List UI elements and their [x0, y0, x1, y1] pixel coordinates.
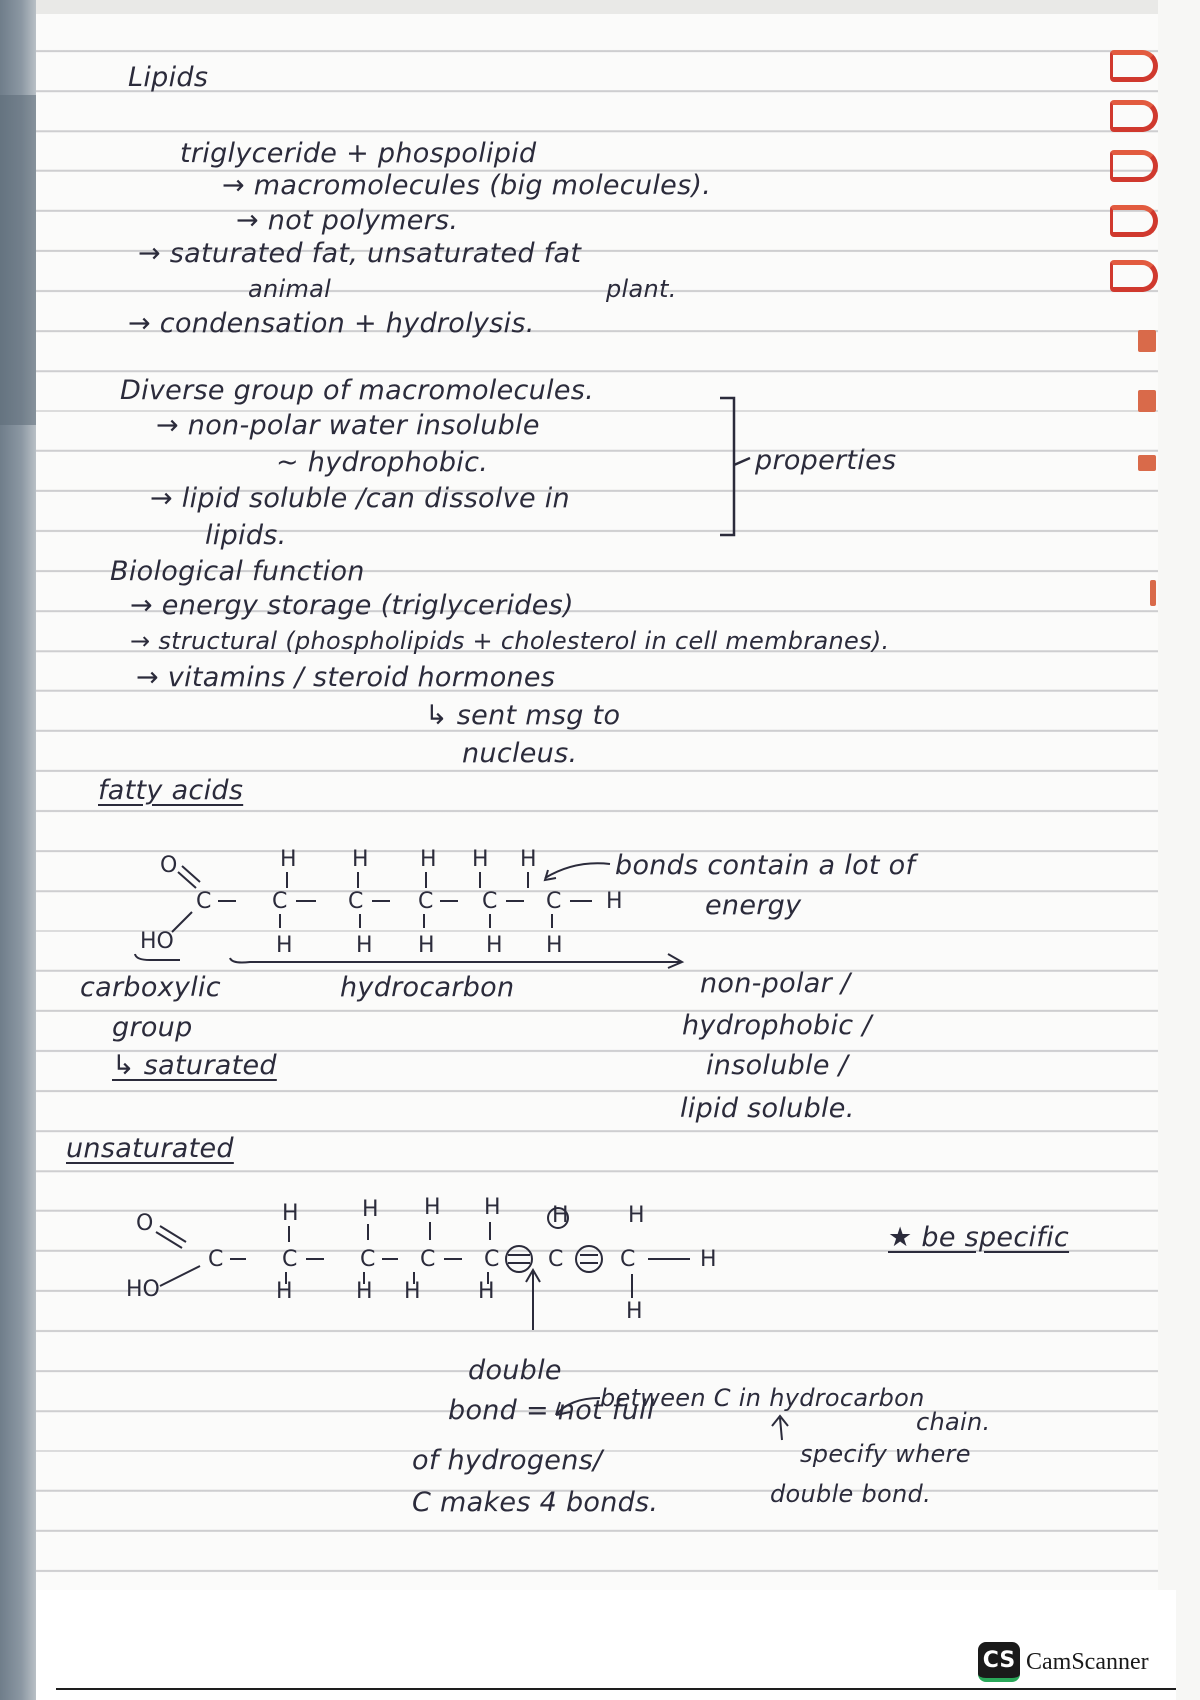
specify-note: double bond.	[770, 1480, 932, 1508]
note-line: ~ hydrophobic.	[276, 447, 489, 478]
hydrogen-atom: H	[520, 847, 537, 872]
carbon-atom: C	[620, 1247, 636, 1272]
label-group: group	[112, 1012, 193, 1043]
hydroxyl-group: HO	[140, 929, 174, 954]
hydrogen-atom: H	[424, 1195, 441, 1220]
hydrogen-atom: H	[552, 1203, 569, 1228]
hydrogen-atom: H	[356, 1279, 373, 1304]
double-bond-note: double	[468, 1355, 562, 1386]
carbon-atom: C	[484, 1247, 500, 1272]
hydrogen-atom: H	[484, 1195, 501, 1220]
be-specific-note: ★ be specific	[888, 1222, 1070, 1253]
carbon-atom: C	[546, 889, 562, 914]
note-line: triglyceride + phospolipid	[180, 138, 537, 169]
carbon-atom: C	[196, 889, 212, 914]
properties-label: properties	[755, 445, 897, 476]
hydrogen-atom: H	[486, 933, 503, 958]
note-line: lipids.	[205, 520, 287, 551]
hydrogen-atom: H	[418, 933, 435, 958]
note-line: Diverse group of macromolecules.	[120, 375, 595, 406]
note-line: plant.	[606, 275, 677, 303]
note-line: → non-polar water insoluble	[156, 410, 540, 441]
note-line: → macromolecules (big molecules).	[222, 170, 712, 201]
hydrogen-atom: H	[626, 1299, 643, 1324]
carbon-atom: C	[418, 889, 434, 914]
label-hydrocarbon: hydrocarbon	[340, 972, 515, 1003]
oxygen-atom: O	[136, 1211, 154, 1236]
carbon-atom: C	[272, 889, 288, 914]
section-heading: fatty acids	[98, 775, 244, 806]
hydrogen-atom: H	[472, 847, 489, 872]
note-line: ↳ sent msg to	[425, 700, 621, 731]
double-bond-note: between C in hydrocarbon	[600, 1384, 925, 1412]
property-note: non-polar /	[700, 968, 851, 999]
note-line: animal	[248, 275, 332, 303]
hydrogen-atom: H	[282, 1201, 299, 1226]
note-line: → saturated fat, unsaturated fat	[138, 238, 582, 269]
note-line: → structural (phospholipids + cholesterol in cell membranes).	[130, 627, 890, 655]
double-bond-note: chain.	[916, 1408, 991, 1436]
hydrogen-atom: H	[352, 847, 369, 872]
carbon-atom: C	[282, 1247, 298, 1272]
bonds-note: bonds contain a lot of	[615, 850, 916, 881]
note-line: → energy storage (triglycerides)	[130, 590, 574, 621]
section-heading: unsaturated	[66, 1133, 234, 1164]
double-bond-note: of hydrogens/	[412, 1445, 603, 1476]
bonds-note: energy	[705, 890, 802, 921]
carbon-atom: C	[548, 1247, 564, 1272]
hydrogen-atom: H	[606, 889, 623, 914]
hydrogen-atom: H	[478, 1279, 495, 1304]
carbon-atom: C	[348, 889, 364, 914]
property-note: insoluble /	[706, 1050, 849, 1081]
carbon-atom: C	[420, 1247, 436, 1272]
note-line: nucleus.	[462, 738, 578, 769]
carbon-atom: C	[482, 889, 498, 914]
specify-note: specify where	[800, 1440, 971, 1468]
notes-title: Lipids	[128, 62, 209, 93]
carbon-atom: C	[208, 1247, 224, 1272]
camscanner-name: CamScanner	[1026, 1648, 1149, 1675]
note-line: → condensation + hydrolysis.	[128, 308, 535, 339]
hydrogen-atom: H	[420, 847, 437, 872]
note-line: → lipid soluble /can dissolve in	[150, 483, 570, 514]
hydrogen-atom: H	[628, 1203, 645, 1228]
hydrogen-atom: H	[276, 933, 293, 958]
bottom-divider	[56, 1688, 1176, 1690]
label-carboxylic: carboxylic	[80, 972, 221, 1003]
oxygen-atom: O	[160, 853, 178, 878]
note-line: → vitamins / steroid hormones	[136, 662, 556, 693]
property-note: hydrophobic /	[682, 1010, 872, 1041]
hydrogen-atom: H	[404, 1279, 421, 1304]
hydrogen-atom: H	[546, 933, 563, 958]
double-bond-note: bond = not full	[448, 1395, 655, 1426]
camscanner-watermark	[978, 1640, 1149, 1684]
hydroxyl-group: HO	[126, 1277, 160, 1302]
hydrogen-atom: H	[356, 933, 373, 958]
hydrogen-atom: H	[280, 847, 297, 872]
note-line: Biological function	[110, 556, 365, 587]
carbon-atom: C	[360, 1247, 376, 1272]
double-bond-note: C makes 4 bonds.	[412, 1487, 659, 1518]
hydrogen-atom: H	[362, 1197, 379, 1222]
note-line: → not polymers.	[236, 205, 459, 236]
hydrogen-atom: H	[700, 1247, 717, 1272]
camscanner-logo-icon: CS	[978, 1642, 1020, 1682]
property-note: lipid soluble.	[680, 1093, 855, 1124]
hydrogen-atom: H	[276, 1279, 293, 1304]
label-saturated: ↳ saturated	[112, 1050, 277, 1081]
